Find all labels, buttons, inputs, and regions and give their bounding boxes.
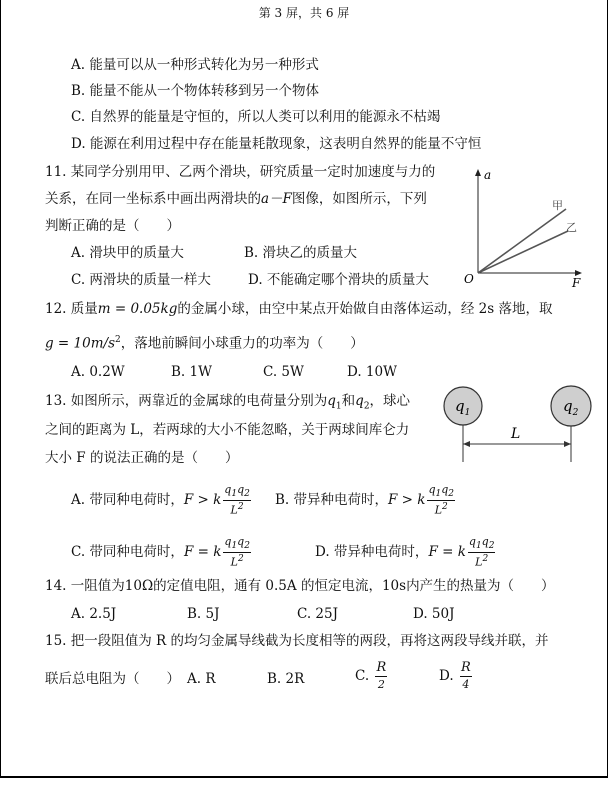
line-jia xyxy=(478,209,566,273)
q11-option-b[interactable]: B. 滑块乙的质量大 xyxy=(244,245,358,261)
q12-option-d[interactable]: D. 10W xyxy=(347,364,397,380)
q12-option-b[interactable]: B. 1W xyxy=(171,364,212,380)
origin-label: O xyxy=(464,272,474,286)
q11-option-a[interactable]: A. 滑块甲的质量大 xyxy=(71,245,184,261)
q10-option-b[interactable]: B. 能量不能从一个物体转移到另一个物体 xyxy=(71,83,320,99)
q13-option-d[interactable]: D. 带异种电荷时，F = k $\frac{q_1q_2}{L^2}$ xyxy=(315,535,495,569)
line-yi xyxy=(478,231,568,273)
q15-option-a[interactable]: A. R xyxy=(187,671,216,687)
q13-stem-line1: 13. 如图所示，两靠近的金属球的电荷量分别为$q_1$和$q_2$，球心 xyxy=(45,393,411,412)
q12-option-a[interactable]: A. 0.2W xyxy=(71,364,125,380)
line-yi-label: 乙 xyxy=(566,221,577,234)
q13-charged-spheres-figure xyxy=(441,380,601,466)
q14-option-a[interactable]: A. 2.5J xyxy=(71,606,117,622)
distance-label: L xyxy=(511,426,521,442)
q14-option-c[interactable]: C. 25J xyxy=(297,606,339,622)
q15-option-b[interactable]: B. 2R xyxy=(267,671,305,687)
y-axis-label: a xyxy=(484,168,492,182)
x-axis-label: F xyxy=(572,276,581,290)
q12-stem-line2: $g = 10m/s^2$，落地前瞬间小球重力的功率为（ ） xyxy=(45,335,364,352)
q10-option-d[interactable]: D. 能源在利用过程中存在能量耗散现象，这表明自然界的能量不守恒 xyxy=(71,136,482,152)
q13-option-c[interactable]: C. 带同种电荷时，F = k $\frac{q_1q_2}{L^2}$ xyxy=(71,535,250,569)
q15-stem-line2: 联后总电阻为（ ） xyxy=(45,671,180,687)
page-header: 第 3 屏，共 6 屏 xyxy=(258,6,350,20)
q14-option-b[interactable]: B. 5J xyxy=(187,606,220,622)
q12-gravity: g = 10m/s xyxy=(45,335,115,352)
q12-option-c[interactable]: C. 5W xyxy=(263,364,304,380)
sphere-q2-label: $q_2$ xyxy=(563,397,579,418)
q15-stem-line1: 15. 把一段阻值为 R 的均匀金属导线截为长度相等的两段，再将这两段导线并联，并 xyxy=(45,633,549,649)
q14-stem: 14. 一阻值为10Ω的定值电阻，通有 0.5A 的恒定电流，10s内产生的热量为（ ） xyxy=(45,578,555,594)
q15-option-c[interactable]: C. $\frac{R}{2}$ xyxy=(355,660,387,691)
q13-option-a[interactable]: A. 带同种电荷时，F > k $\frac{q_1q_2}{L^2}$ xyxy=(71,483,250,517)
q11-option-c[interactable]: C. 两滑块的质量一样大 xyxy=(71,272,211,288)
q13-stem-line3: 大小 F 的说法正确的是（ ） xyxy=(45,450,239,466)
q10-option-a[interactable]: A. 能量可以从一种形式转化为另一种形式 xyxy=(71,57,319,73)
q13-stem-line2: 之间的距离为 L，若两球的大小不能忽略，关于两球间库仑力 xyxy=(45,422,410,438)
q11-a-f-formula: a－F xyxy=(261,191,292,207)
q12-mass: m = 0.05kg xyxy=(97,301,178,317)
line-jia-label: 甲 xyxy=(552,199,563,212)
q12-stem-line1: 12. 质量m = 0.05kg的金属小球，由空中某点开始做自由落体运动，经 2s 落地，取 xyxy=(45,301,553,317)
q14-option-d[interactable]: D. 50J xyxy=(413,606,455,622)
q11-stem-line3: 判断正确的是（ ） xyxy=(45,218,180,234)
sphere-q1-label: $q_1$ xyxy=(455,397,471,418)
q11-af-graph xyxy=(456,165,588,290)
q11-stem-line1: 11. 某同学分别用甲、乙两个滑块，研究质量一定时加速度与力的 xyxy=(45,164,436,180)
q13-option-b[interactable]: B. 带异种电荷时，F > k $\frac{q_1q_2}{L^2}$ xyxy=(275,483,455,517)
q11-option-d[interactable]: D. 不能确定哪个滑块的质量大 xyxy=(248,272,429,288)
q10-option-c[interactable]: C. 自然界的能量是守恒的，所以人类可以利用的能源永不枯竭 xyxy=(71,109,441,125)
q15-option-d[interactable]: D. $\frac{R}{4}$ xyxy=(439,660,471,691)
q11-stem-line2: 关系，在同一坐标系中画出两滑块的a－F图像，如图所示，下列 xyxy=(45,191,427,207)
